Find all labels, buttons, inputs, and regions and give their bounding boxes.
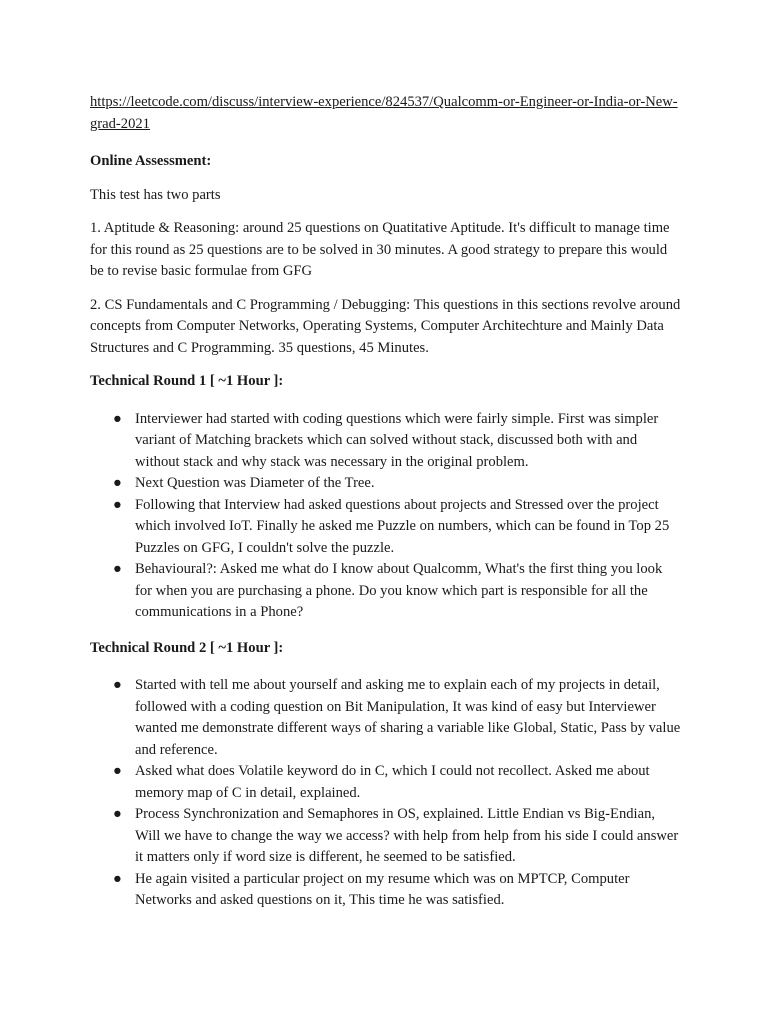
document-page [90,92,682,926]
list-item-text: Next Question was Diameter of the Tree. [135,475,375,491]
list-item-text: Interviewer had started with coding questions which were fairly simple. First was simpler variant of Matching brackets which can solved without stack, discussed both with and without stack and why stack was necessary in the original problem. [135,410,659,470]
bullet-icon: ● [113,677,122,693]
list-item [90,409,682,474]
list-item [90,761,682,804]
bullet-icon: ● [113,870,122,887]
technical-round-1-list [90,409,682,624]
online-assessment-heading: Online Assessment: [90,153,212,169]
technical-round-2-heading: Technical Round 2 [ ~1 Hour ]: [90,639,284,656]
technical-round-2-list [90,675,682,912]
list-item [90,804,682,869]
list-item [90,473,682,495]
online-assessment-part-2: 2. CS Fundamentals and C Programming / Debugging: This questions in this sections revolve around concepts from Computer Networks, Operating Systems, Computer Architechture and Mainly Data Structures and C Programming. 35 questions, 45 Minutes. [90,296,681,356]
bullet-icon: ● [113,475,122,491]
list-item-text: He again visited a particular project on my resume which was on MPTCP, Computer Networks and asked questions on it, This time he was satisfied. [135,870,630,908]
source-link[interactable]: https://leetcode.com/discuss/interview-experience/824537/Qualcomm-or-Engineer-or-India-or-New-grad-2021 [90,94,678,132]
bullet-icon: ● [113,561,122,577]
bullet-icon: ● [113,496,122,513]
online-assessment-part-1: 1. Aptitude & Reasoning: around 25 questions on Quatitative Aptitude. It's difficult to manage time for this round as 25 questions are to be solved in 30 minutes. A good strategy to prepare this would be to revise basic formulae from GFG [90,220,670,279]
online-assessment-intro: This test has two parts [90,186,221,203]
list-item-text: Behavioural?: Asked me what do I know about Qualcomm, What's the first thing you look for when you are purchasing a phone. Do you know which part is responsible for all the communications in a Phone? [135,561,663,620]
list-item [90,559,682,624]
list-item-text: Started with tell me about yourself and asking me to explain each of my projects in detail, followed with a coding question on Bit Manipulation, It was kind of easy but Interviewer wanted me demonstrate different ways of sharing a variable like Global, Static, Pass by value and reference. [135,677,681,758]
list-item [90,869,682,912]
list-item-text: Process Synchronization and Semaphores in OS, explained. Little Endian vs Big-Endian, Will we have to change the way we access? with help from help from his side I could answer it matters only if word size is different, he seemed to be satisfied. [135,806,679,865]
list-item-text: Following that Interview had asked questions about projects and Stressed over the project which involved IoT. Finally he asked me Puzzle on numbers, which can be found in Top 25 Puzzles on GFG, I couldn't solve the puzzle. [135,496,670,556]
technical-round-1-heading: Technical Round 1 [ ~1 Hour ]: [90,373,284,389]
list-item [90,495,682,560]
bullet-icon: ● [113,806,122,822]
bullet-icon: ● [113,410,122,427]
list-item [90,675,682,761]
list-item-text: Asked what does Volatile keyword do in C, which I could not recollect. Asked me about memory map of C in detail, explained. [135,763,650,801]
bullet-icon: ● [113,763,122,779]
